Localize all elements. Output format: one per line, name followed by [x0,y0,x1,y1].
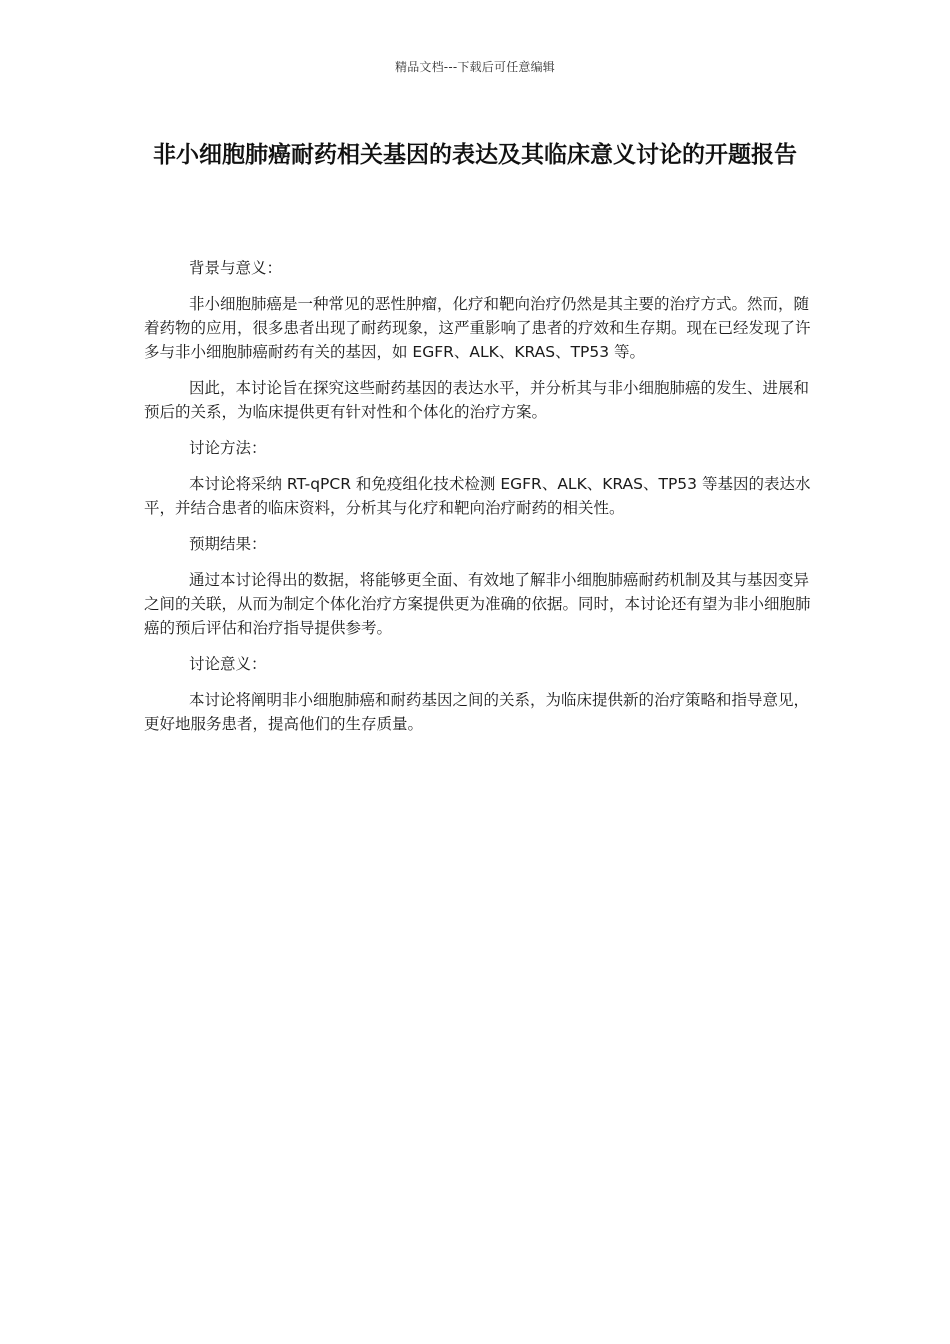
section-heading-methods: 讨论方法： [189,439,267,457]
paragraph-background-2: 因此，本讨论旨在探究这些耐药基因的表达水平，并分析其与非小细胞肺癌的发生、进展和预后的关系，为临床提供更有针对性和个体化的治疗方案。 [144,379,810,421]
paragraph-significance-1: 本讨论将阐明非小细胞肺癌和耐药基因之间的关系，为临床提供新的治疗策略和指导意见，更好地服务患者，提高他们的生存质量。 [144,691,810,733]
paragraph-expected-results-1: 通过本讨论得出的数据，将能够更全面、有效地了解非小细胞肺癌耐药机制及其与基因变异之间的关联，从而为制定个体化治疗方案提供更为准确的依据。同时，本讨论还有望为非小细胞肺癌的预后评估和治疗指导提供参考。 [144,571,811,637]
header-note: 精品文档---下载后可任意编辑 [395,60,555,74]
paragraph-background-1: 非小细胞肺癌是一种常见的恶性肿瘤，化疗和靶向治疗仍然是其主要的治疗方式。然而，随着药物的应用，很多患者出现了耐药现象，这严重影响了患者的疗效和生存期。现在已经发现了许多与非小细胞肺癌耐药有关的基因，如 EGFR、ALK、KRAS、TP53 等。 [144,295,811,361]
section-heading-significance: 讨论意义： [189,655,267,673]
document-title: 非小细胞肺癌耐药相关基因的表达及其临床意义讨论的开题报告 [153,142,797,168]
section-heading-background: 背景与意义： [189,259,283,277]
section-heading-expected-results: 预期结果： [189,535,267,553]
document-body [144,256,816,748]
paragraph-methods-1: 本讨论将采纳 RT-qPCR 和免疫组化技术检测 EGFR、ALK、KRAS、TP53 等基因的表达水平，并结合患者的临床资料，分析其与化疗和靶向治疗耐药的相关性。 [144,475,811,517]
